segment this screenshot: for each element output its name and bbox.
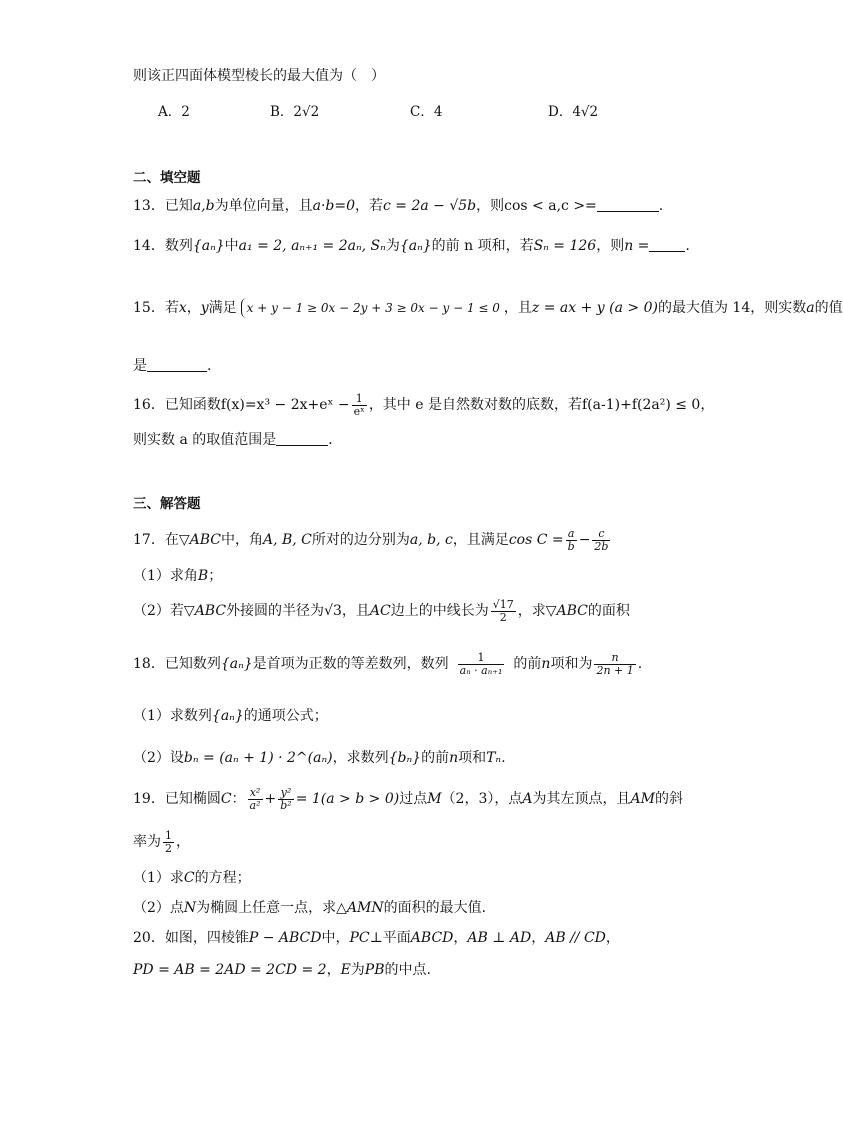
question-14: 14．数列{aₙ}中a₁ = 2, aₙ₊₁ = 2aₙ, Sₙ为{aₙ}的前 n 项和，若Sₙ = 126，则n = .: [133, 238, 690, 254]
question-19-part2: （2）点N为椭圆上任意一点，求△AMN的面积的最大值.: [133, 900, 487, 916]
answer-blank: [276, 431, 328, 446]
choice-d: D．4√2: [548, 104, 599, 120]
fraction: $\frac{a}{b}$: [567, 526, 575, 553]
fraction: $\frac{√17}{2}$: [492, 597, 514, 624]
question-15-line2: 是 .: [133, 358, 212, 374]
fraction: $\frac{c}{2b}$: [594, 526, 609, 553]
question-20: 20．如图，四棱锥P − ABCD中，PC⊥平面ABCD，AB ⊥ AD，AB // CD，: [133, 930, 620, 946]
answer-blank: [147, 357, 207, 372]
choice-b: B．2√2: [270, 104, 320, 120]
question-17-part2: （2）若▽ABC外接圆的半径为√3，且AC边上的中线长为 $\frac{√17}{2}$ ，求▽ABC的面积: [133, 597, 630, 624]
answer-blank: [649, 237, 685, 252]
question-18-part2: （2）设bₙ = (aₙ + 1) · 2^(aₙ)，求数列{bₙ}的前n项和Tₙ.: [133, 750, 506, 766]
question-16-line2: 则实数 a 的取值范围是 ．: [133, 432, 343, 448]
question-18: 18．已知数列{aₙ}是首项为正数的等差数列，数列 $\frac{1}{\text{aₙ · aₙ₊₁}}$ 的前n项和为 $\frac{n}{2n + 1}$ .: [133, 650, 643, 677]
fraction: $\frac{1}{2}$: [165, 828, 172, 855]
question-15: 15．若x，y满足 x + y − 1 ≥ 0x − 2y + 3 ≥ 0x − y − 1 ≤ 0 ，且z = ax + y (a > 0)的最大值为 14，则实数a的值: [133, 300, 843, 316]
choices-row: [158, 100, 718, 120]
inequality-system: x + y − 1 ≥ 0x − 2y + 3 ≥ 0x − y − 1 ≤ 0: [241, 298, 500, 318]
question-13: 13．已知a,b为单位向量，且a·b=0，若c = 2a − √5b，则cos < a,c >= .: [133, 198, 664, 214]
choice-a: A．2: [158, 104, 190, 120]
choice-c: C．4: [410, 104, 443, 120]
fraction: $\frac{1}{\text{aₙ · aₙ₊₁}}$: [459, 650, 503, 677]
question-16: 16．已知函数f(x)=x³ − 2x+eˣ − $\frac{1}{\text{eˣ}}$ ，其中 e 是自然数对数的底数，若f(a-1)+f(2a²) ≤ 0，: [133, 391, 715, 418]
fraction: $\frac{\text{y²}}{\text{b²}}$: [280, 785, 292, 812]
answer-blank: [597, 197, 659, 212]
fraction: $\frac{n}{2n + 1}$: [596, 650, 634, 677]
question-17: 17．在▽ABC中，角A, B, C所对的边分别为a, b, c，且满足cos C = $\frac{a}{b}$ − $\frac{c}{2b}$: [133, 526, 609, 553]
question-19-line2: 率为 $\frac{1}{2}$ ，: [133, 828, 190, 855]
fraction: $\frac{\text{x²}}{\text{a²}}$: [249, 785, 261, 812]
intro-line: 则该正四面体模型棱长的最大值为（ ）: [133, 68, 385, 84]
question-20-line2: PD = AB = 2AD = 2CD = 2，E为PB的中点.: [133, 962, 431, 978]
question-19-part1: （1）求C的方程；: [133, 870, 251, 886]
question-19: 19．已知椭圆C： $\frac{\text{x²}}{\text{a²}}$ + $\frac{\text{y²}}{\text{b²}}$ = 1(a > b > 0)过点M（2，3），点A为其左顶点，且AM的斜: [133, 785, 683, 812]
fraction: $\frac{1}{\text{eˣ}}$: [353, 391, 365, 418]
section-title-fill-blank: 二、填空题: [133, 170, 201, 186]
question-18-part1: （1）求数列{aₙ}的通项公式；: [133, 708, 328, 724]
section-title-solutions: 三、解答题: [133, 496, 201, 512]
question-17-part1: （1）求角B；: [133, 568, 223, 584]
